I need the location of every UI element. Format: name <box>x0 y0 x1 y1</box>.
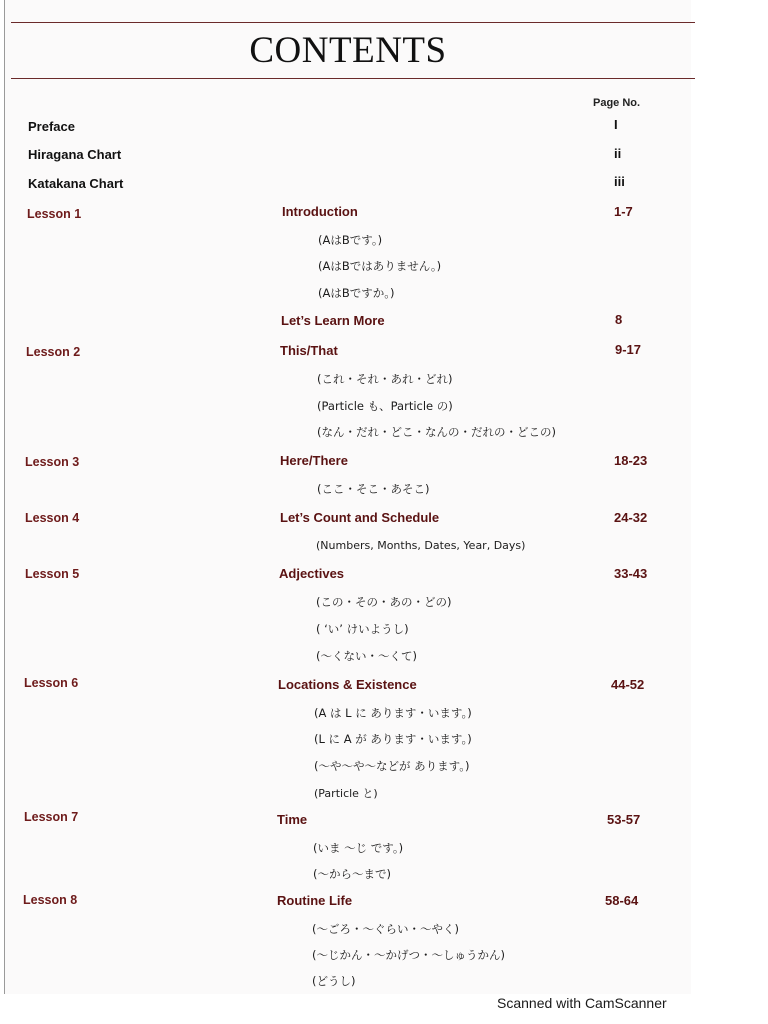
topic-pages: 24-32 <box>614 510 648 525</box>
subtopic: (～から～まで) <box>313 867 391 881</box>
page-no-header: Page No. <box>593 97 641 109</box>
subtopic: (AはBですか。) <box>318 286 395 300</box>
front-matter-page: ii <box>614 146 622 161</box>
topic-pages: 33-43 <box>614 566 648 581</box>
front-matter-page: iii <box>614 174 625 189</box>
topic-pages: 58-64 <box>605 893 639 908</box>
topic-title: Locations & Existence <box>278 677 417 692</box>
lesson-label: Lesson 1 <box>27 207 82 221</box>
lesson-label: Lesson 8 <box>23 893 78 907</box>
subtopic: (Particle も、Particle の) <box>317 399 453 413</box>
lesson-label: Lesson 5 <box>25 567 80 581</box>
bottom-rule <box>11 78 695 79</box>
subtopic: (L に A が あります・います。) <box>314 732 472 746</box>
subtopic: (どうし) <box>312 974 356 988</box>
subtopic: (～ごろ・～ぐらい・～やく) <box>312 922 459 936</box>
lesson-label: Lesson 4 <box>25 511 80 525</box>
front-matter-page: I <box>614 117 618 132</box>
subtopic: (Numbers, Months, Dates, Year, Days) <box>316 539 526 552</box>
front-matter-label: Katakana Chart <box>28 176 124 191</box>
topic-title: Time <box>277 812 308 827</box>
topic-title: Let’s Count and Schedule <box>280 510 440 525</box>
front-matter-label: Preface <box>28 119 75 134</box>
topic-title: Adjectives <box>279 566 345 581</box>
topic-title: This/That <box>280 343 338 358</box>
scanner-watermark: Scanned with CamScanner <box>497 995 667 1011</box>
lesson-label: Lesson 7 <box>24 810 79 824</box>
subtopic: (いま ～じ です。) <box>313 841 404 855</box>
subtopic: (～や～や～などが あります。) <box>314 759 470 773</box>
topic-pages: 44-52 <box>611 677 645 692</box>
subtopic: (なん・だれ・どこ・なんの・だれの・どこの) <box>317 425 556 439</box>
subtopic: (A は L に あります・います。) <box>314 706 472 720</box>
topic-title: Routine Life <box>277 893 353 908</box>
topic-pages: 1-7 <box>614 204 633 219</box>
lesson-label: Lesson 6 <box>24 676 79 690</box>
topic-pages: 8 <box>615 312 623 327</box>
top-rule <box>11 22 695 23</box>
subtopic: (～じかん・～かげつ・～しゅうかん) <box>312 948 505 962</box>
topic-title: Introduction <box>282 204 358 219</box>
subtopic: (ここ・そこ・あそこ) <box>317 482 430 496</box>
subtopic: ( ‘い’ けいようし) <box>316 622 409 636</box>
topic-pages: 9-17 <box>615 342 642 357</box>
topic-title: Let’s Learn More <box>281 313 385 328</box>
page-title: CONTENTS <box>249 30 447 71</box>
subtopic: (これ・それ・あれ・どれ) <box>317 372 453 386</box>
subtopic: (Particle と) <box>314 787 378 800</box>
subtopic: (AはBではありません。) <box>318 259 442 273</box>
front-matter-label: Hiragana Chart <box>28 147 122 162</box>
subtopic: (AはBです。) <box>318 233 383 247</box>
lesson-label: Lesson 3 <box>25 455 80 469</box>
topic-pages: 18-23 <box>614 453 648 468</box>
topic-title: Here/There <box>280 453 348 468</box>
subtopic: (～くない・～くて) <box>316 649 417 663</box>
lesson-label: Lesson 2 <box>26 345 81 359</box>
document-page <box>4 0 691 994</box>
subtopic: (この・その・あの・どの) <box>316 595 452 609</box>
topic-pages: 53-57 <box>607 812 641 827</box>
